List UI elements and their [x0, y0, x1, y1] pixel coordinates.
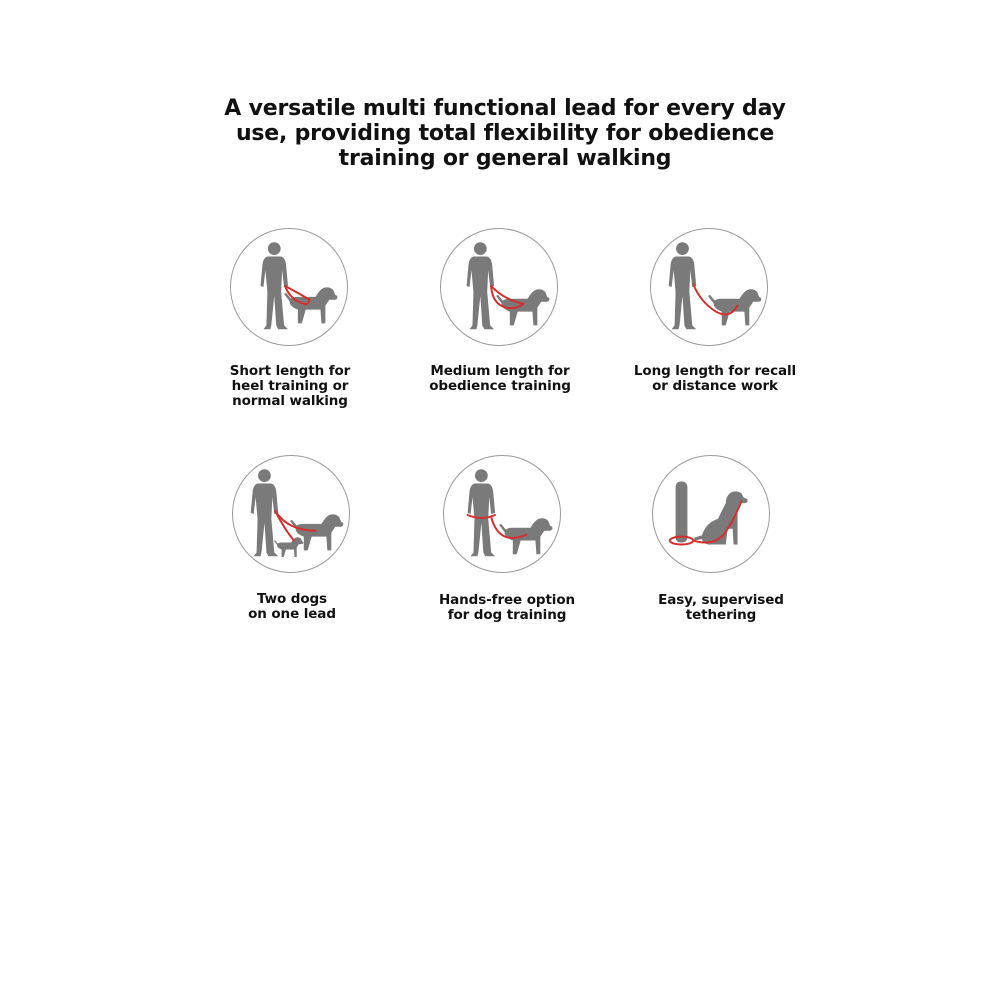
long-lead-walk-icon — [650, 228, 768, 346]
feature-caption — [190, 364, 390, 409]
caption-line: Easy, supervised — [658, 592, 784, 608]
caption-line: normal walking — [232, 393, 348, 409]
caption-line: obedience training — [429, 378, 571, 394]
caption-line: heel training or — [231, 378, 349, 394]
feature-caption — [615, 364, 815, 394]
feature-caption — [400, 364, 600, 394]
headline-line-1: A versatile multi functional lead for every day — [224, 96, 786, 121]
caption-line: Long length for recall — [633, 363, 797, 379]
hands-free-walk-icon — [443, 455, 561, 573]
feature-caption — [407, 593, 607, 623]
feature-caption — [192, 592, 392, 622]
two-dogs-walk-icon — [232, 455, 350, 573]
headline-line-3: training or general walking — [338, 146, 672, 171]
caption-line: Hands-free option — [438, 592, 576, 608]
feature-caption — [621, 593, 821, 623]
caption-line: tethering — [685, 607, 757, 623]
headline — [200, 96, 810, 171]
caption-line: or distance work — [652, 378, 778, 394]
caption-line: Two dogs — [256, 591, 327, 607]
medium-lead-walk-icon — [440, 228, 558, 346]
headline-line-2: use, providing total flexibility for obedience — [235, 121, 775, 146]
short-lead-walk-icon — [230, 228, 348, 346]
tethered-dog-icon — [652, 455, 770, 573]
caption-line: for dog training — [447, 607, 567, 623]
caption-line: Short length for — [229, 363, 351, 379]
caption-line: Medium length for — [430, 363, 570, 379]
caption-line: on one lead — [248, 606, 336, 622]
